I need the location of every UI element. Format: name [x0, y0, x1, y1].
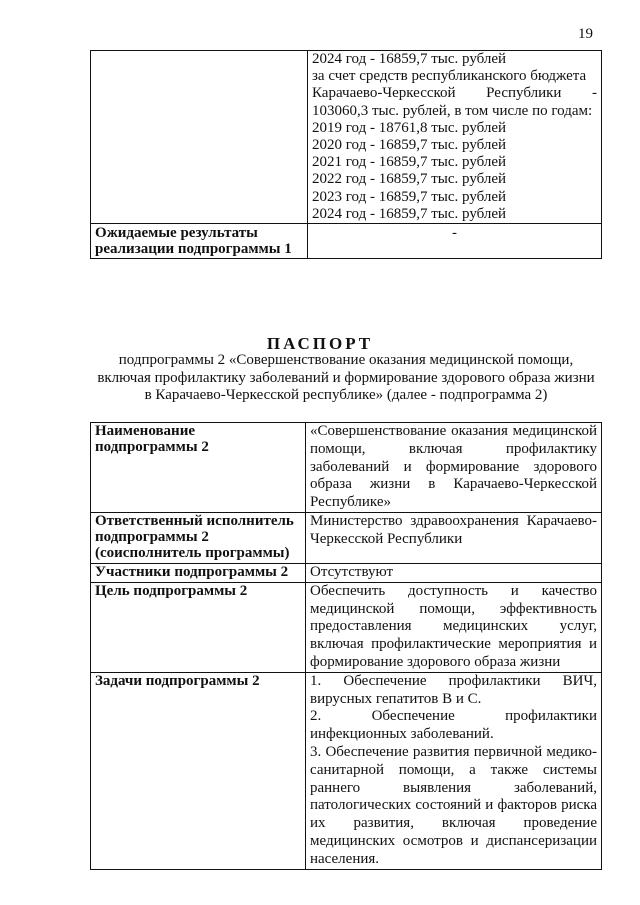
- passport-subtitle: подпрограммы 2 «Совершенствование оказания медицинской помощи, включая профилактику заболеваний и формирование здорового образа жизни в Карачаево-Черкесской республике» (далее - подпрограмма 2): [97, 352, 595, 403]
- funding-line: 2020 год - 16859,7 тыс. рублей: [312, 136, 507, 153]
- table-row: [91, 672, 602, 869]
- passport-table: [90, 422, 602, 870]
- funding-line: 2023 год - 16859,7 тыс. рублей: [312, 188, 507, 205]
- table-row: [91, 223, 602, 258]
- expected-results-label: Ожидаемые результаты реализации подпрограммы 1: [95, 224, 292, 257]
- page-number: 19: [578, 26, 593, 42]
- funding-line: за счет средств республиканского бюджета: [312, 68, 587, 85]
- table-row: [91, 51, 602, 224]
- row-value: Обеспечить доступность и качество медицинской помощи, эффективность предоставления медицинских услуг, включая профилактические мероприятия и формирование здорового образа жизни: [306, 582, 602, 672]
- row-label: Задачи подпрограммы 2: [91, 672, 306, 869]
- expected-results-value-cell: [308, 223, 602, 258]
- empty-label-cell: [91, 51, 308, 224]
- row-label: Наименование подпрограммы 2: [91, 423, 306, 513]
- funding-line: 2019 год - 18761,8 тыс. рублей: [312, 119, 507, 136]
- passport-title: ПАСПОРТ: [266, 334, 374, 353]
- row-value: «Совершенствование оказания медицинской помощи, включая профилактику заболеваний и формирование здорового образа жизни в Карачаево-Черкесской Республике»: [306, 423, 602, 513]
- table-row: [91, 423, 602, 513]
- row-value: Министерство здравоохранения Карачаево-Черкесской Республики: [306, 512, 602, 563]
- funding-line: 2021 год - 16859,7 тыс. рублей: [312, 154, 507, 171]
- task-item: 1. Обеспечение профилактики ВИЧ, вирусных гепатитов В и С.: [310, 672, 597, 707]
- expected-results-value: -: [452, 224, 457, 241]
- table-row: [91, 582, 602, 672]
- tasks-cell: [306, 672, 602, 869]
- table-row: [91, 512, 602, 563]
- funding-line: 2022 год - 16859,7 тыс. рублей: [312, 171, 507, 188]
- row-value: Отсутствуют: [306, 563, 602, 582]
- task-item: 3. Обеспечение развития первичной медико-санитарной помощи, а также системы раннего выявления заболеваний, патологических состояний и факторов риска их развития, включая проведение медицинских осмотров и диспансеризации населения.: [310, 743, 597, 867]
- funding-line: 2024 год - 16859,7 тыс. рублей: [312, 205, 507, 222]
- task-item: 2. Обеспечение профилактики инфекционных заболеваний.: [310, 708, 597, 743]
- table-row: [91, 563, 602, 582]
- funding-table-continuation: [90, 50, 602, 259]
- expected-results-label-cell: [91, 223, 308, 258]
- row-label: Цель подпрограммы 2: [91, 582, 306, 672]
- funding-cell: [308, 51, 602, 224]
- funding-line: 2024 год - 16859,7 тыс. рублей: [312, 51, 507, 67]
- row-label: Ответственный исполнитель подпрограммы 2 (соисполнитель программы): [91, 512, 306, 563]
- funding-line: 103060,3 тыс. рублей, в том числе по годам:: [312, 102, 593, 119]
- row-label: Участники подпрограммы 2: [91, 563, 306, 582]
- funding-line: Карачаево-Черкесской Республики -: [312, 85, 597, 102]
